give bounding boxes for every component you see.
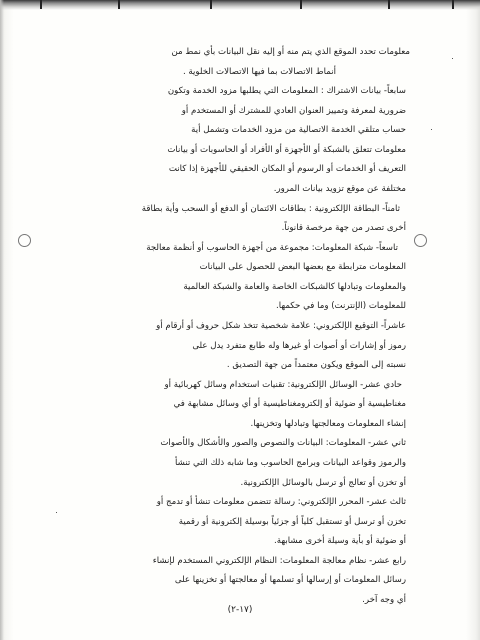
text-line: رموز أو إشارات أو أصوات أو غيرها وله طابع متفرد يدل على [192,341,406,351]
text-line: أو تخزن أو تعالج أو ترسل بالوسائل الإلكترونية. [240,478,406,488]
text-line: سابعاً- بيانات الاشتراك : المعلومات التي يطلبها مزود الخدمة وتكون [167,86,406,96]
text-line: والمعلومات وتبادلها كالشبكات الخاصة والعامة والشبكة العالمية [183,282,406,292]
text-line: حادي عشر- الوسائل الإلكترونية: تقنيات استخدام وسائل كهربائية أو [164,380,402,390]
text-line: أنماط الاتصالات بما فيها الاتصالات الخلوية . [182,67,336,77]
text-line: ضرورية لمعرفة وتمييز العنوان العادي للمشترك أو المستخدم أو [181,106,406,116]
text-line: التعريف أو الخدمات أو الرسوم أو المكان الحقيقي للأجهزة إذا كانت [168,164,406,174]
text-line: ثامناً- البطاقة الإلكترونية : بطاقات الائتمان أو الدفع أو السحب وأية بطاقة [141,204,400,214]
text-line: أو ضوئية أو بأية وسيلة أخرى مشابهة. [274,536,406,546]
text-line: تاسعاً- شبكة المعلومات: مجموعة من أجهزة الحاسوب أو أنظمة معالجة [146,243,398,253]
text-line: معلومات تحدد الموقع الذي يتم منه أو إليه نقل البيانات بأي نمط من [171,47,410,57]
text-line: ثالث عشر- المحرر الإلكتروني: رسالة تتضمن معلومات تنشأ أو تدمج أو [156,497,406,507]
binder-hole-mark [414,234,427,247]
text-line: نسبته إلى الموقع ويكون معتمداً من جهة التصديق . [226,360,406,370]
text-line: مغناطيسية أو ضوئية أو إلكترومغناطيسية أو أي وسائل مشابهة في [173,399,406,409]
text-line: للمعلومات (الإنترنت) وما في حكمها. [276,301,406,311]
text-line: أي وجه آخر. [362,595,406,605]
text-line: معلومات تتعلق بالشبكة أو الأجهزة أو الأفراد أو الحاسوبات أو بيانات [167,145,406,155]
text-line: المعلومات مترابطة مع بعضها البعض للحصول على البيانات [199,262,406,272]
text-line: رابع عشر- نظام معالجة المعلومات: النظام الإلكتروني المستخدم لإنشاء [152,556,406,566]
scan-edge-left [0,0,4,640]
text-line: أخرى تصدر من جهة مرخصة قانوناً. [281,223,406,233]
scan-edge-top [0,0,480,10]
text-line: مختلفة عن موقع تزويد بيانات المرور. [273,184,406,194]
text-line: إنشاء المعلومات ومعالجتها وتبادلها وتخزينها. [250,419,406,429]
binder-hole-mark [18,234,31,247]
text-line: حساب متلقي الخدمة الاتصالية من مزود الخدمات وتشمل أية [191,125,406,135]
text-line: عاشراً- التوقيع الإلكتروني: علامة شخصية تتخذ شكل حروف أو أرقام أو [156,321,406,331]
text-line: رسائل المعلومات أو إرسالها أو تسلمها أو معالجتها أو تخزينها على [174,575,406,585]
text-line: تخزن أو ترسل أو تستقبل كلياً أو جزئياً بوسيلة إلكترونية أو رقمية [178,517,406,527]
text-line: ثاني عشر- المعلومات: البيانات والنصوص والصور والأشكال والأصوات [160,438,406,448]
text-line: والرموز وقواعد البيانات وبرامج الحاسوب وما شابه ذلك التي تنشأ [175,458,406,468]
page-number: (١٧-٢) [227,605,253,615]
